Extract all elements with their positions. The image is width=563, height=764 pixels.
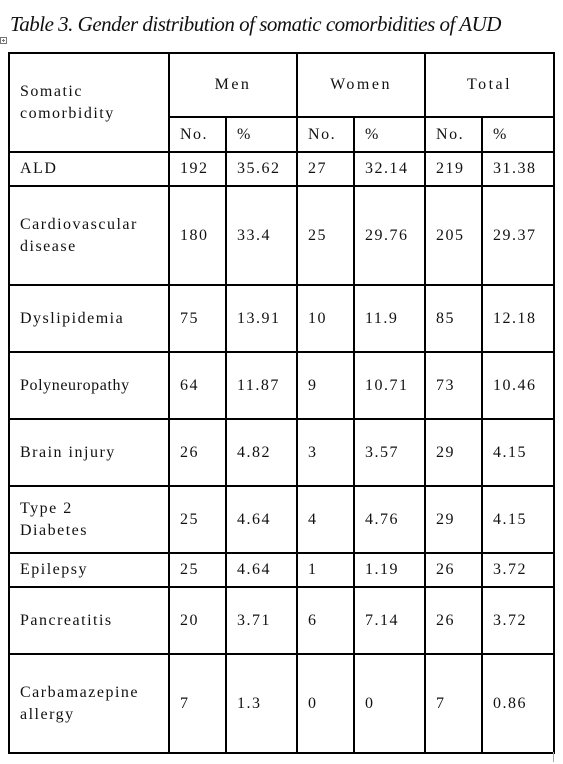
table-move-handle-icon[interactable] bbox=[0, 37, 7, 44]
cell-men-no: 75 bbox=[169, 285, 226, 352]
cell-women-percent: 10.71 bbox=[354, 352, 425, 419]
table-row bbox=[9, 587, 554, 654]
cell-men-no: 192 bbox=[169, 152, 226, 186]
cell-men-no: 20 bbox=[169, 587, 226, 654]
header-men-percent: % bbox=[226, 117, 297, 152]
table-row bbox=[9, 486, 554, 553]
cell-women-percent: 4.76 bbox=[354, 486, 425, 553]
cell-men-no: 64 bbox=[169, 352, 226, 419]
cell-total-no: 7 bbox=[425, 654, 482, 753]
cell-men-percent: 35.62 bbox=[226, 152, 297, 186]
cell-total-no: 26 bbox=[425, 553, 482, 587]
cell-men-no: 180 bbox=[169, 186, 226, 285]
cell-women-percent: 1.19 bbox=[354, 553, 425, 587]
cell-total-no: 219 bbox=[425, 152, 482, 186]
table-row bbox=[9, 285, 554, 352]
header-women-percent: % bbox=[354, 117, 425, 152]
cell-comorbidity: Carbamazepine allergy bbox=[9, 654, 169, 753]
cell-total-percent: 29.37 bbox=[482, 186, 554, 285]
cell-total-no: 73 bbox=[425, 352, 482, 419]
header-somatic-comorbidity: Somatic comorbidity bbox=[9, 53, 169, 152]
header-women: Women bbox=[297, 53, 425, 117]
table-row bbox=[9, 186, 554, 285]
header-women-no: No. bbox=[297, 117, 354, 152]
header-men: Men bbox=[169, 53, 297, 117]
cell-total-percent: 12.18 bbox=[482, 285, 554, 352]
header-men-no: No. bbox=[169, 117, 226, 152]
cell-total-no: 85 bbox=[425, 285, 482, 352]
cell-women-no: 0 bbox=[297, 654, 354, 753]
cell-comorbidity: Polyneuropathy bbox=[9, 352, 169, 419]
cell-comorbidity: Dyslipidemia bbox=[9, 285, 169, 352]
table-caption: Table 3. Gender distribution of somatic comorbidities of AUD bbox=[10, 12, 501, 36]
cell-women-no: 1 bbox=[297, 553, 354, 587]
cell-women-percent: 3.57 bbox=[354, 419, 425, 486]
cell-women-percent: 11.9 bbox=[354, 285, 425, 352]
page-edge-marker bbox=[553, 752, 563, 762]
cell-women-no: 9 bbox=[297, 352, 354, 419]
cell-total-percent: 10.46 bbox=[482, 352, 554, 419]
table-row bbox=[9, 553, 554, 587]
table-row bbox=[9, 419, 554, 486]
table-row bbox=[9, 654, 554, 753]
table-row bbox=[9, 152, 554, 186]
cell-men-percent: 4.64 bbox=[226, 486, 297, 553]
cell-women-no: 10 bbox=[297, 285, 354, 352]
cell-men-percent: 4.82 bbox=[226, 419, 297, 486]
cell-total-percent: 3.72 bbox=[482, 587, 554, 654]
cell-men-no: 26 bbox=[169, 419, 226, 486]
cell-women-no: 27 bbox=[297, 152, 354, 186]
cell-comorbidity: Brain injury bbox=[9, 419, 169, 486]
cell-total-percent: 0.86 bbox=[482, 654, 554, 753]
cell-comorbidity: Pancreatitis bbox=[9, 587, 169, 654]
cell-total-no: 205 bbox=[425, 186, 482, 285]
cell-women-percent: 29.76 bbox=[354, 186, 425, 285]
cell-men-percent: 33.4 bbox=[226, 186, 297, 285]
cell-women-percent: 7.14 bbox=[354, 587, 425, 654]
cell-women-percent: 0 bbox=[354, 654, 425, 753]
cell-men-percent: 1.3 bbox=[226, 654, 297, 753]
cell-men-percent: 3.71 bbox=[226, 587, 297, 654]
cell-total-percent: 3.72 bbox=[482, 553, 554, 587]
cell-total-no: 26 bbox=[425, 587, 482, 654]
cell-comorbidity: Cardiovascular disease bbox=[9, 186, 169, 285]
cell-men-no: 7 bbox=[169, 654, 226, 753]
cell-women-no: 25 bbox=[297, 186, 354, 285]
cell-total-no: 29 bbox=[425, 419, 482, 486]
cell-total-percent: 4.15 bbox=[482, 486, 554, 553]
table-row bbox=[9, 352, 554, 419]
cell-women-no: 4 bbox=[297, 486, 354, 553]
cell-total-percent: 31.38 bbox=[482, 152, 554, 186]
cell-comorbidity: Type 2 Diabetes bbox=[9, 486, 169, 553]
header-total-no: No. bbox=[425, 117, 482, 152]
cell-women-no: 6 bbox=[297, 587, 354, 654]
cell-comorbidity: Epilepsy bbox=[9, 553, 169, 587]
cell-men-percent: 4.64 bbox=[226, 553, 297, 587]
comorbidity-table bbox=[8, 52, 555, 754]
cell-men-no: 25 bbox=[169, 486, 226, 553]
cell-men-percent: 13.91 bbox=[226, 285, 297, 352]
cell-men-percent: 11.87 bbox=[226, 352, 297, 419]
cell-women-percent: 32.14 bbox=[354, 152, 425, 186]
cell-women-no: 3 bbox=[297, 419, 354, 486]
cell-total-no: 29 bbox=[425, 486, 482, 553]
header-total-percent: % bbox=[482, 117, 554, 152]
cell-total-percent: 4.15 bbox=[482, 419, 554, 486]
header-total: Total bbox=[425, 53, 554, 117]
cell-men-no: 25 bbox=[169, 553, 226, 587]
cell-comorbidity: ALD bbox=[9, 152, 169, 186]
